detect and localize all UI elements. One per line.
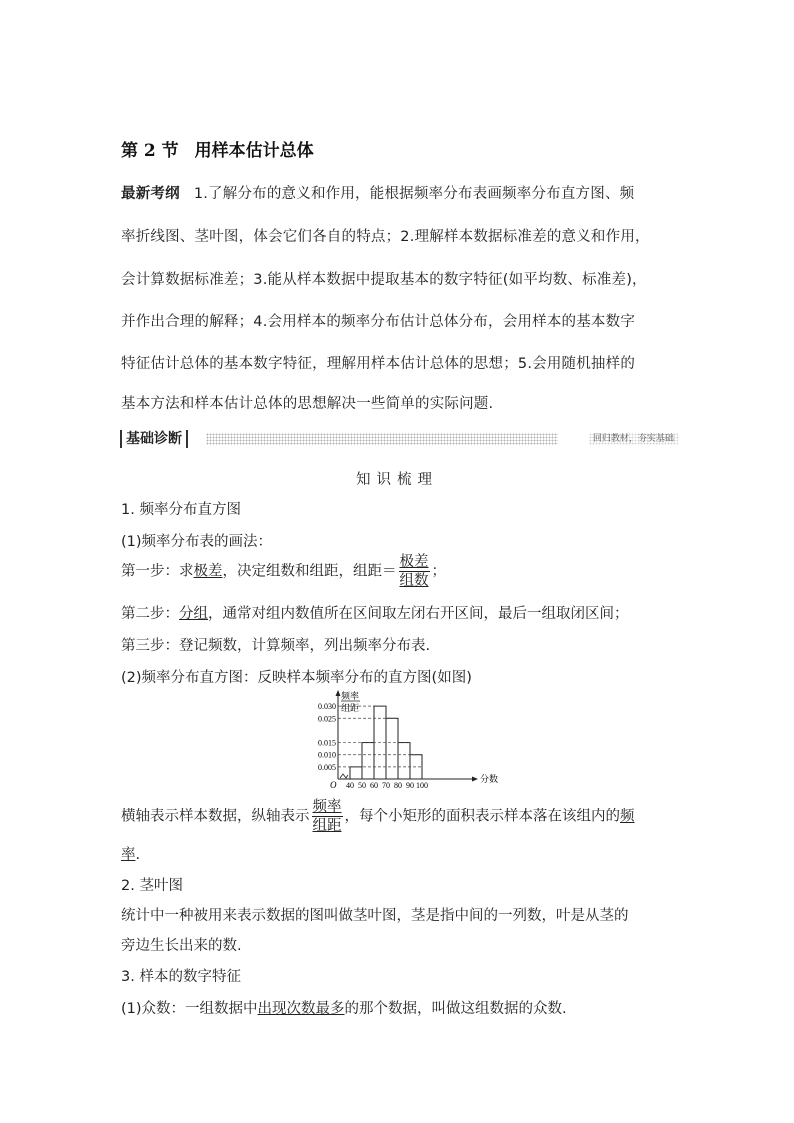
histogram-bar-[70,80) (386, 718, 398, 779)
heading-numerical-features: 3. 样本的数字特征 (121, 969, 241, 985)
section-bar-tagline: 回归教材，夯实基础 (589, 433, 678, 445)
step-1-post: ； (431, 563, 446, 580)
freq-per-width-fraction (312, 798, 343, 835)
desc-freq-1: 频 (620, 808, 635, 825)
x-tick-100: 100 (416, 781, 428, 790)
x-tick-80: 80 (394, 781, 402, 790)
step-1-range: 极差 (193, 563, 223, 580)
desc-post: ，每个小矩形的面积表示样本落在该组内的 (344, 808, 620, 825)
page-title (121, 136, 314, 161)
mode-post: 的那个数据，叫做这组数据的众数. (344, 1001, 567, 1017)
heading-stem-leaf: 2. 茎叶图 (121, 878, 183, 894)
y-axis-label-bottom: 组距 (341, 703, 360, 713)
y-tick-0.015: 0.015 (318, 738, 336, 748)
section-number: 第 2 节 (121, 141, 179, 161)
desc-numerator: 频率 (312, 799, 342, 815)
group-width-fraction (399, 553, 430, 590)
objectives-text: 1.了解分布的意义和作用，能根据频率分布表画频率分布直方图、频 (193, 186, 635, 202)
objectives-line-4: 并作出合理的解释；4.会用样本的频率分布估计总体分布，会用样本的基本数字 (121, 314, 636, 330)
step-1-pre: 第一步：求 (121, 563, 194, 580)
section-bar-label: 基础诊断 (120, 430, 188, 448)
y-tick-0.005: 0.005 (318, 762, 336, 772)
x-tick-90: 90 (406, 781, 414, 790)
step-2-post: ，通常对组内数值所在区间取左闭右开区间，最后一组取闭区间； (208, 606, 629, 622)
objectives-line-2: 率折线图、茎叶图，体会它们各自的特点；2.理解样本数据标准差的意义和作用， (121, 229, 650, 245)
objectives-line-6: 基本方法和样本估计总体的思想解决一些简单的实际问题. (121, 396, 494, 412)
mode-pre: (1)众数：一组数据中 (121, 1001, 258, 1017)
histogram-bar-[50,60) (362, 743, 374, 779)
desc-end: . (135, 847, 141, 863)
subheading-table: (1)频率分布表的画法： (121, 534, 273, 550)
mode-highlight: 出现次数最多 (257, 1001, 345, 1017)
stem-leaf-line-2: 旁边生长出来的数. (121, 938, 242, 954)
y-axis-label-top: 频率 (341, 691, 360, 701)
objectives-line-3: 会计算数据标准差；3.能从样本数据中提取基本的数字特征(如平均数、标准差)， (121, 272, 647, 288)
step-3: 第三步：登记频数，计算频率，列出频率分布表. (121, 638, 431, 654)
stem-leaf-line-1: 统计中一种被用来表示数据的图叫做茎叶图，茎是指中间的一列数，叶是从茎的 (121, 908, 629, 924)
step-1-mid: ，决定组数和组距，组距＝ (222, 563, 397, 580)
objectives-line-1 (121, 182, 634, 203)
section-bar (120, 430, 678, 448)
section-bar-dots (206, 433, 558, 445)
fraction-numerator: 极差 (399, 554, 429, 570)
histogram-chart (300, 690, 500, 795)
desc-denominator: 组距 (312, 818, 342, 834)
x-tick-60: 60 (370, 781, 378, 790)
axis-break-mark (340, 774, 348, 778)
heading-histogram: 1. 频率分布直方图 (121, 502, 241, 518)
subsection-title: 知识梳理 (356, 472, 438, 488)
x-tick-40: 40 (346, 781, 354, 790)
histogram-bar-[80,90) (398, 743, 410, 779)
origin-label: O (330, 780, 337, 790)
mode-definition (121, 997, 567, 1018)
y-tick-0.030: 0.030 (318, 702, 336, 712)
step-2-group: 分组 (179, 606, 208, 622)
y-tick-0.010: 0.010 (318, 750, 336, 760)
x-tick-70: 70 (382, 781, 390, 790)
x-tick-50: 50 (358, 781, 366, 790)
histogram-bar-[40,50) (350, 767, 362, 779)
histogram-description (121, 798, 635, 835)
x-axis-arrow (472, 777, 478, 782)
step-2 (121, 602, 629, 623)
y-axis-arrow (336, 690, 341, 696)
objectives-line-5: 特征估计总体的基本数字特征，理解用样本估计总体的思想；5.会用随机抽样的 (121, 356, 636, 372)
x-axis-label: 分数 (480, 774, 499, 784)
step-1 (121, 553, 446, 590)
desc-pre: 横轴表示样本数据，纵轴表示 (121, 808, 310, 825)
step-2-pre: 第二步： (121, 606, 179, 622)
section-title: 用样本估计总体 (194, 141, 314, 161)
objectives-label: 最新考纲 (121, 186, 180, 202)
subheading-histogram: (2)频率分布直方图：反映样本频率分布的直方图(如图) (121, 670, 472, 686)
desc-freq-2: 率 (121, 847, 136, 863)
histogram-description-cont (121, 843, 140, 864)
fraction-denominator: 组数 (399, 573, 429, 589)
y-tick-0.025: 0.025 (318, 714, 336, 724)
